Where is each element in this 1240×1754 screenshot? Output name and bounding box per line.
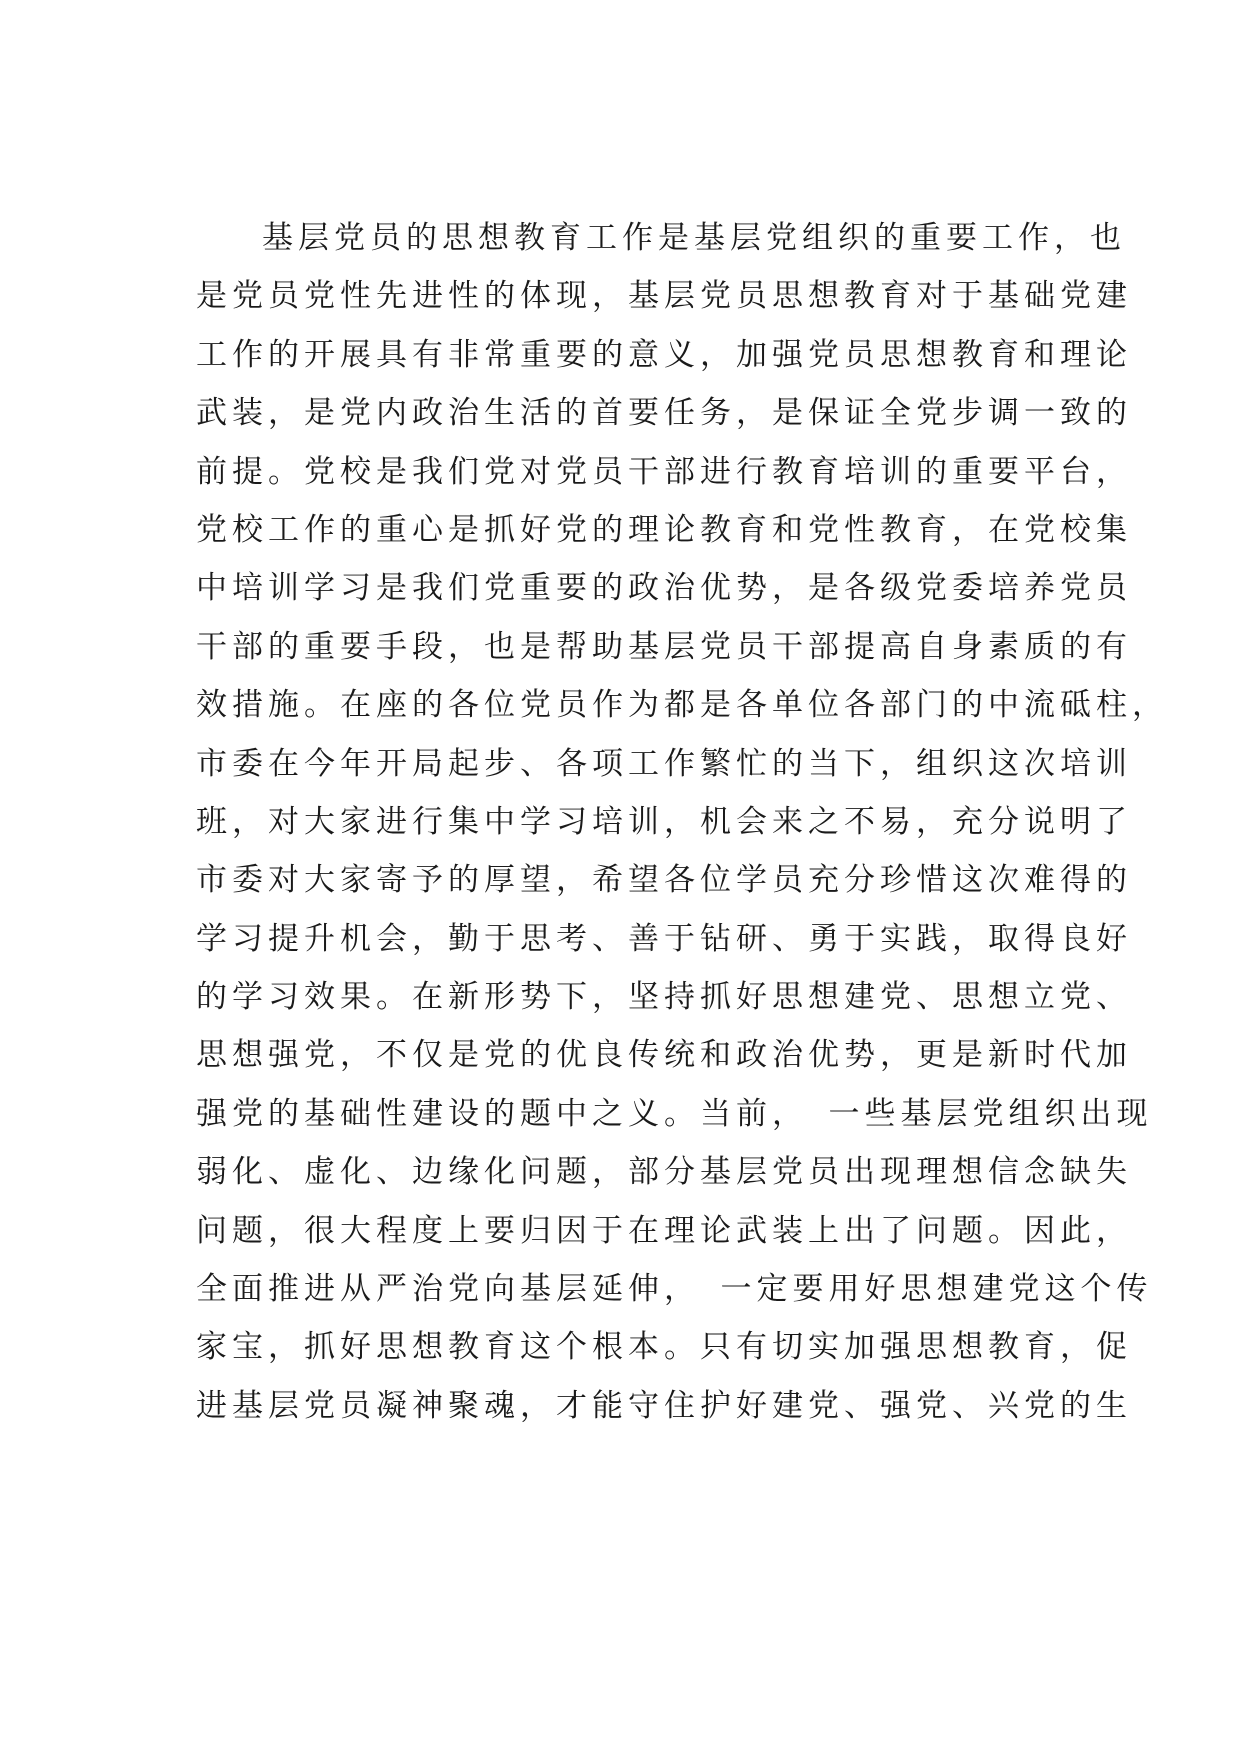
paragraph-line: 全面推进从严治党向基层延伸， 一定要用好思想建党这个传	[196, 1271, 1153, 1308]
paragraph-line: 思想强党，不仅是党的优良传统和政治优势，更是新时代加	[196, 1037, 1132, 1074]
paragraph-line: 的学习效果。在新形势下，坚持抓好思想建党、思想立党、	[196, 979, 1132, 1016]
body-paragraph	[196, 220, 1168, 1446]
paragraph-line: 效措施。在座的各位党员作为都是各单位各部门的中流砥柱，	[196, 687, 1168, 724]
paragraph-line: 工作的开展具有非常重要的意义，加强党员思想教育和理论	[196, 336, 1132, 373]
paragraph-line: 班，对大家进行集中学习培训，机会来之不易，充分说明了	[196, 803, 1132, 840]
paragraph-line: 弱化、虚化、边缘化问题，部分基层党员出现理想信念缺失	[196, 1154, 1132, 1191]
paragraph-line: 学习提升机会，勤于思考、善于钻研、勇于实践，取得良好	[196, 920, 1132, 957]
paragraph-line: 家宝，抓好思想教育这个根本。只有切实加强思想教育，促	[196, 1329, 1132, 1366]
paragraph-line: 中培训学习是我们党重要的政治优势，是各级党委培养党员	[196, 570, 1132, 607]
paragraph-line: 强党的基础性建设的题中之义。当前， 一些基层党组织出现	[196, 1095, 1153, 1132]
paragraph-line: 进基层党员凝神聚魂，才能守住护好建党、强党、兴党的生	[196, 1387, 1132, 1424]
paragraph-line: 市委对大家寄予的厚望，希望各位学员充分珍惜这次难得的	[196, 862, 1132, 899]
paragraph-line: 党校工作的重心是抓好党的理论教育和党性教育，在党校集	[196, 511, 1132, 548]
paragraph-line: 问题，很大程度上要归因于在理论武装上出了问题。因此，	[196, 1212, 1132, 1249]
paragraph-line: 武装，是党内政治生活的首要任务，是保证全党步调一致的	[196, 395, 1132, 432]
paragraph-line: 干部的重要手段，也是帮助基层党员干部提高自身素质的有	[196, 628, 1132, 665]
paragraph-line: 前提。党校是我们党对党员干部进行教育培训的重要平台，	[196, 453, 1132, 490]
paragraph-line: 市委在今年开局起步、各项工作繁忙的当下，组织这次培训	[196, 745, 1132, 782]
paragraph-line: 是党员党性先进性的体现，基层党员思想教育对于基础党建	[196, 278, 1132, 315]
paragraph-line: 基层党员的思想教育工作是基层党组织的重要工作，也	[262, 220, 1126, 256]
